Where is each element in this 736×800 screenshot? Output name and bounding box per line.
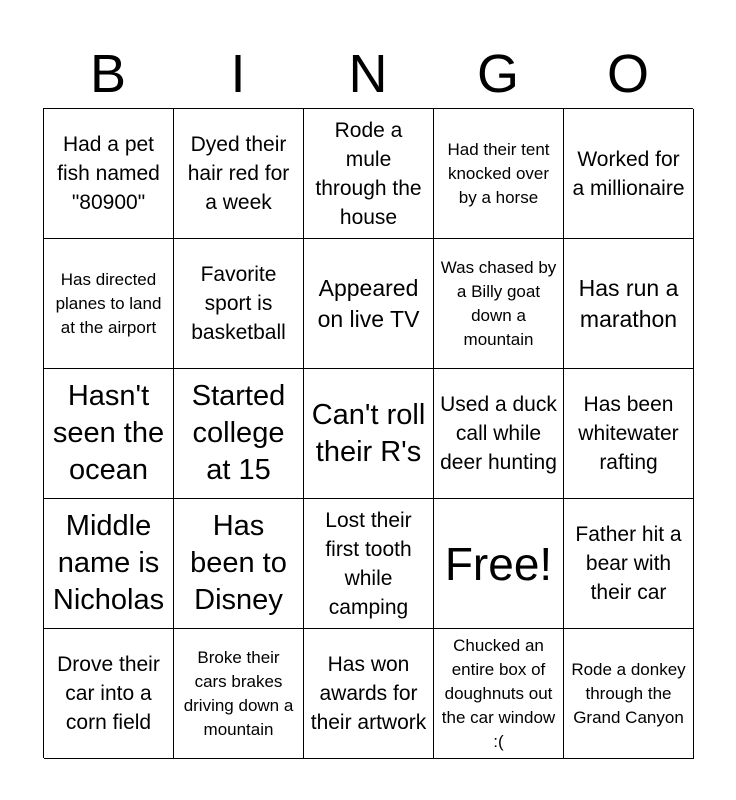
bingo-cell[interactable] bbox=[174, 239, 304, 369]
cell-text: Rode a mule through the house bbox=[315, 118, 422, 229]
bingo-cell[interactable] bbox=[174, 629, 304, 759]
bingo-cell[interactable] bbox=[304, 629, 434, 759]
cell-text: Chucked an entire box of doughnuts out the car window :( bbox=[441, 635, 556, 751]
bingo-cell[interactable] bbox=[434, 239, 564, 369]
cell-text: Hasn't seen the ocean bbox=[52, 380, 165, 486]
bingo-cell[interactable] bbox=[564, 499, 694, 629]
cell-text: Lost their first tooth while camping bbox=[325, 508, 412, 619]
bingo-header bbox=[43, 40, 693, 108]
cell-text: Drove their car into a corn field bbox=[57, 653, 160, 734]
cell-text: Was chased by a Billy goat down a mountain bbox=[440, 257, 557, 349]
cell-text: Has run a marathon bbox=[578, 274, 679, 332]
bingo-cell[interactable] bbox=[304, 109, 434, 239]
bingo-cell[interactable] bbox=[564, 239, 694, 369]
cell-text: Has been to Disney bbox=[190, 510, 287, 616]
bingo-cell[interactable] bbox=[434, 109, 564, 239]
cell-text: Rode a donkey through the Grand Canyon bbox=[571, 659, 686, 727]
cell-text: Started college at 15 bbox=[191, 380, 286, 486]
bingo-cell[interactable] bbox=[304, 239, 434, 369]
bingo-cell[interactable] bbox=[44, 239, 174, 369]
cell-text: Used a duck call while deer hunting bbox=[440, 393, 557, 474]
bingo-cell[interactable] bbox=[44, 499, 174, 629]
bingo-cell[interactable] bbox=[434, 369, 564, 499]
bingo-cell[interactable] bbox=[44, 109, 174, 239]
cell-text: Has won awards for their artwork bbox=[310, 653, 427, 734]
header-letter-i: I bbox=[230, 44, 246, 104]
bingo-cell[interactable] bbox=[174, 109, 304, 239]
bingo-cell[interactable] bbox=[564, 629, 694, 759]
bingo-cell[interactable] bbox=[44, 369, 174, 499]
bingo-cell[interactable] bbox=[564, 369, 694, 499]
cell-text: Had their tent knocked over by a horse bbox=[447, 139, 550, 207]
bingo-board bbox=[43, 108, 693, 758]
free-space-text: Free! bbox=[444, 537, 553, 590]
bingo-cell[interactable] bbox=[174, 499, 304, 629]
cell-text: Had a pet fish named "80900" bbox=[57, 133, 160, 214]
cell-text: Favorite sport is basketball bbox=[191, 263, 286, 344]
header-letter-g: G bbox=[476, 44, 519, 104]
cell-text: Broke their cars brakes driving down a mountain bbox=[183, 647, 294, 739]
bingo-cell[interactable] bbox=[564, 109, 694, 239]
free-space-cell[interactable] bbox=[434, 499, 564, 629]
cell-text: Can't roll their R's bbox=[311, 398, 426, 468]
cell-text: Worked for a millionaire bbox=[572, 147, 685, 200]
cell-text: Appeared on live TV bbox=[317, 274, 420, 332]
cell-text: Dyed their hair red for a week bbox=[187, 133, 290, 214]
bingo-cell[interactable] bbox=[304, 369, 434, 499]
header-letter-n: N bbox=[348, 44, 388, 104]
cell-text: Has been whitewater rafting bbox=[578, 393, 679, 474]
bingo-cell[interactable] bbox=[434, 629, 564, 759]
bingo-cell[interactable] bbox=[44, 629, 174, 759]
header-letter-o: O bbox=[606, 44, 649, 104]
bingo-cell[interactable] bbox=[174, 369, 304, 499]
header-letter-b: B bbox=[89, 44, 127, 104]
cell-text: Middle name is Nicholas bbox=[52, 510, 165, 616]
cell-text: Father hit a bear with their car bbox=[575, 523, 682, 604]
bingo-cell[interactable] bbox=[304, 499, 434, 629]
cell-text: Has directed planes to land at the airport bbox=[55, 269, 162, 337]
